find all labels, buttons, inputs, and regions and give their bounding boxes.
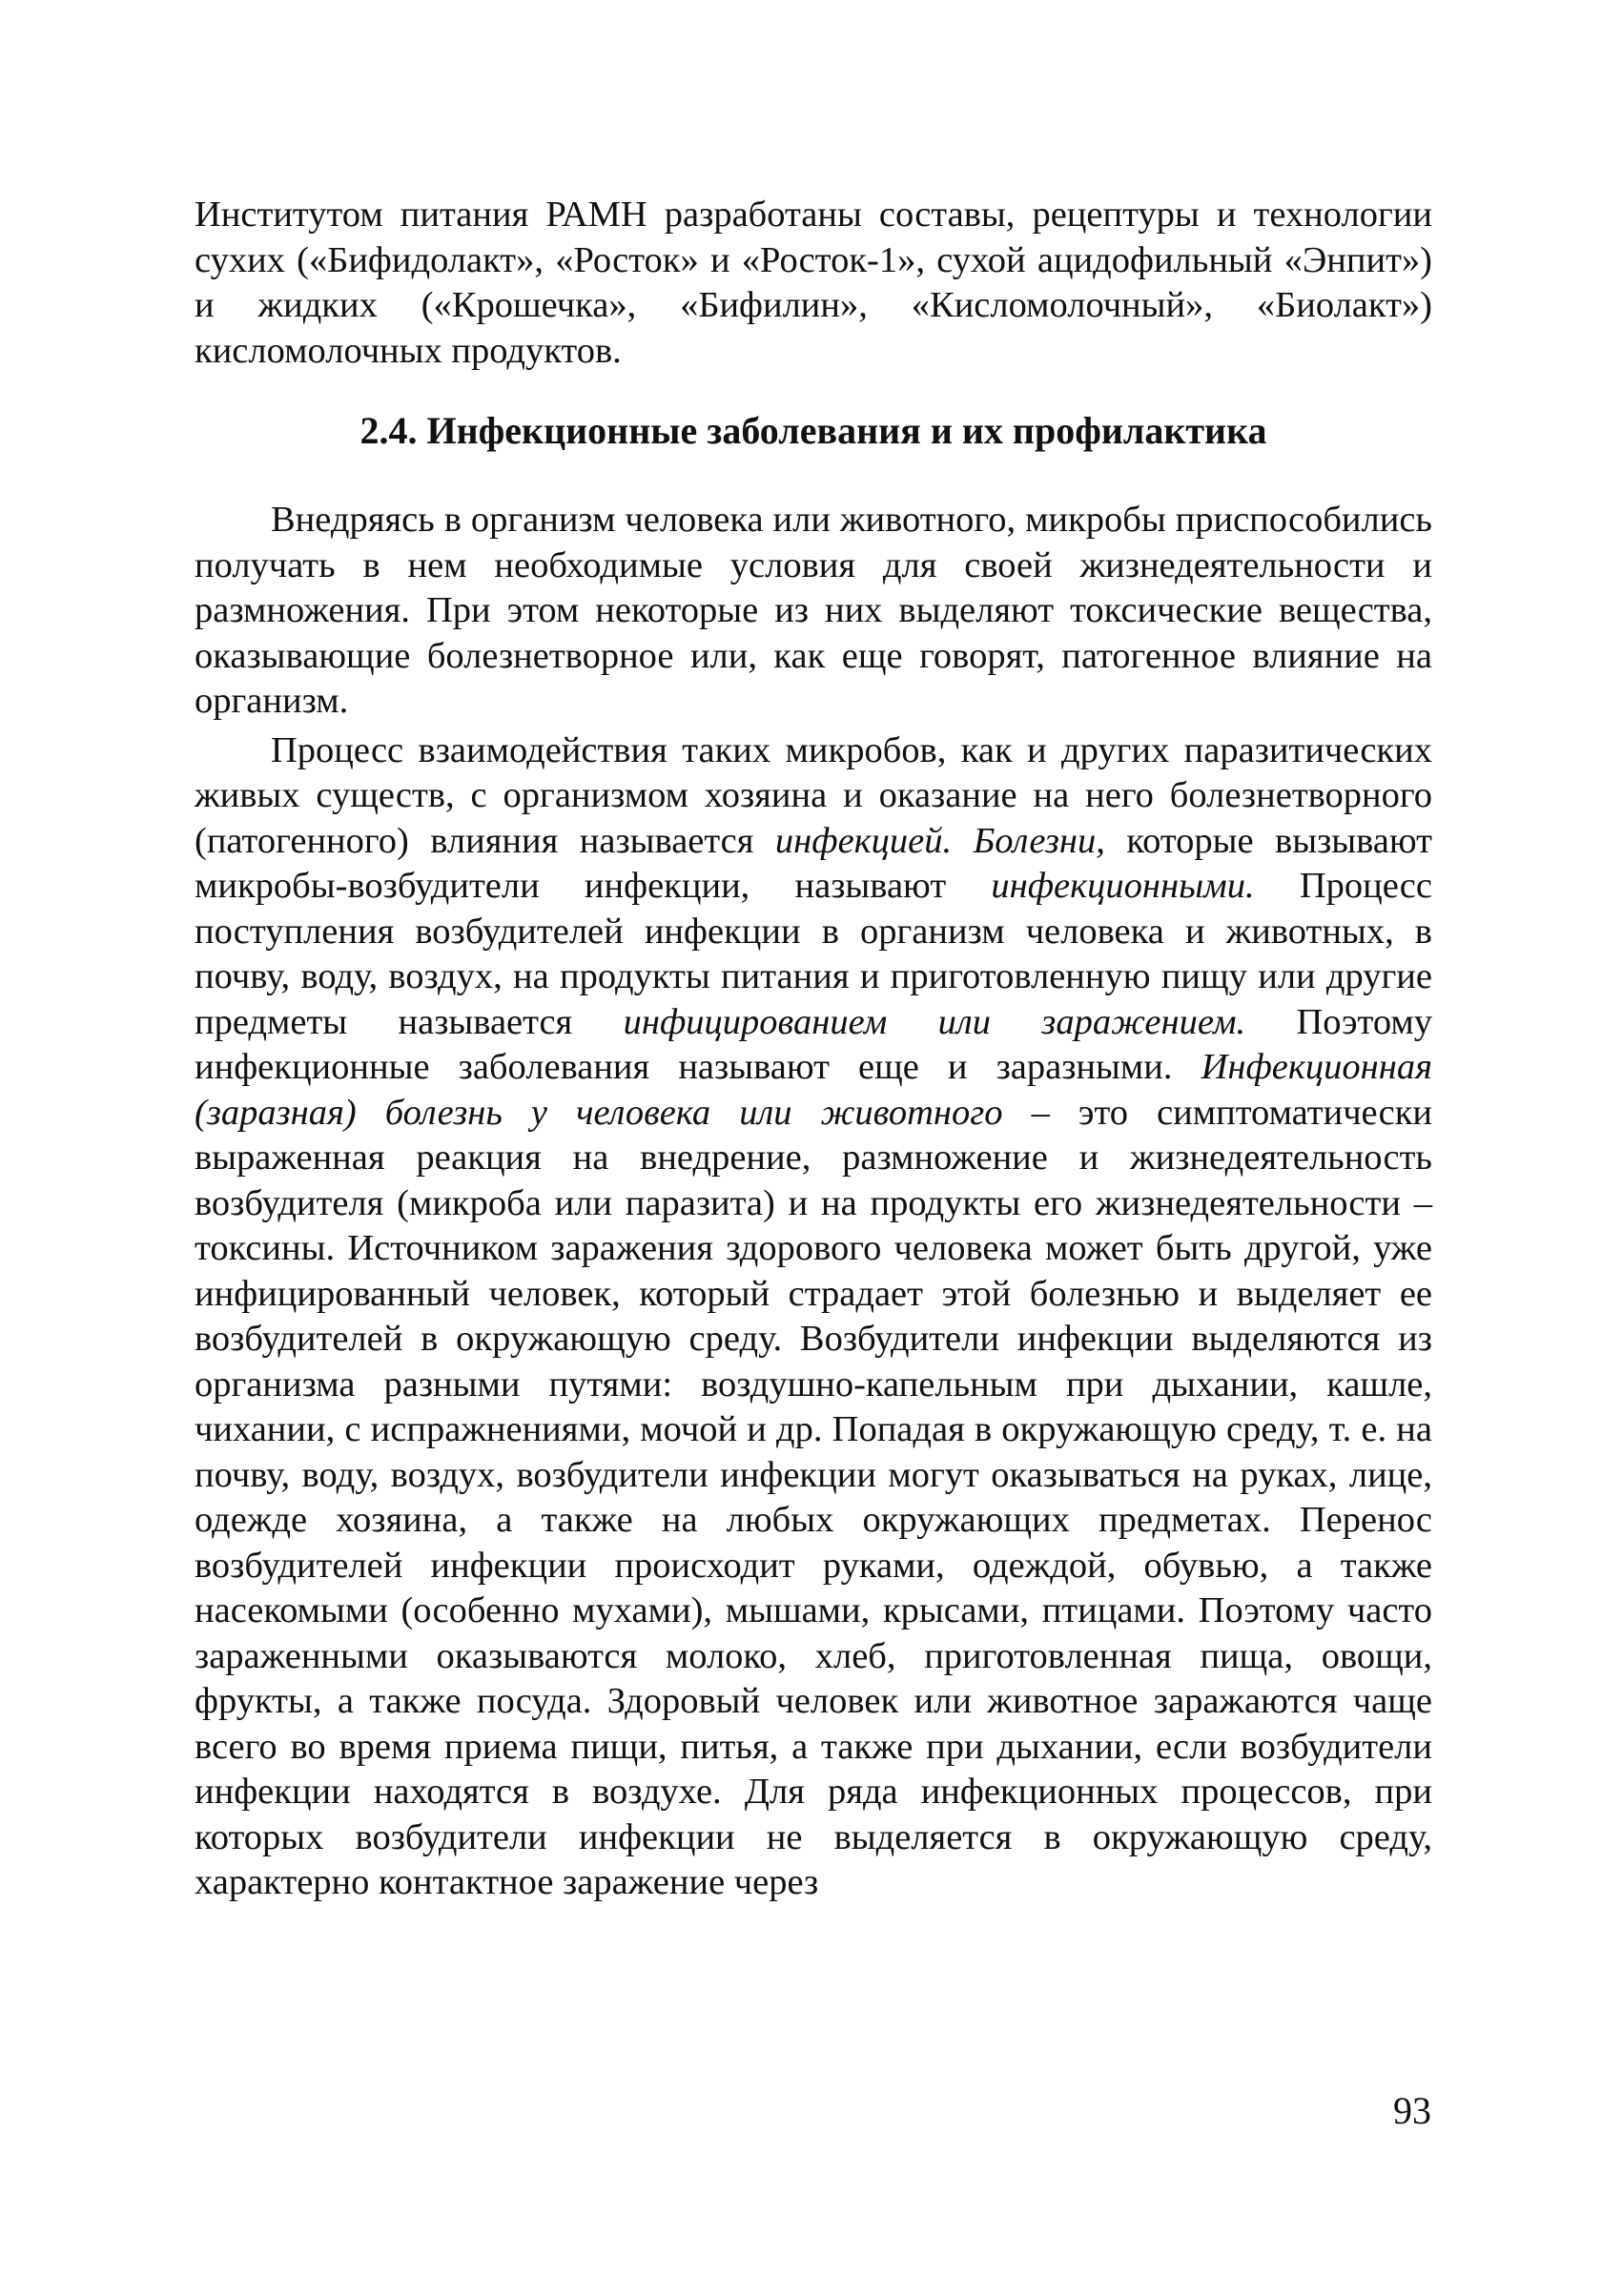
paragraph-1: Внедряясь в организм человека или животного, микробы приспособились получать в нем необходимые условия для своей жизнедеятельности и размножения. При этом некоторые из них выделяют токсические вещества, оказывающие болезнетворное или, как еще говорят, патогенное влияние на организм. (195, 500, 1432, 721)
paragraph-2-part-3: Процесс поступления возбудителей инфекции в организм человека и животных, в почву, воду, воздух, на продукты питания и приготовленную пищу или другие предметы называется (195, 866, 1432, 1042)
term-infectious: инфекционными. (991, 866, 1255, 906)
page-number: 93 (1393, 2089, 1431, 2132)
paragraph-2-part-4: Поэтому инфекционные заболевания называют еще и заразными. (195, 1001, 1432, 1087)
term-contamination: инфицированием или заражением. (623, 1001, 1246, 1042)
term-infection: инфекцией. Болезни, (774, 820, 1105, 861)
intro-text: Институтом питания РАМН разработаны составы, рецептуры и технологии сухих («Бифидолакт», «Росток» и «Росток-1», сухой ацидофильный «Энпит») и жидких («Крошечка», «Бифилин», «Кисломолочный», «Биолакт») кисломолочных продуктов. (195, 195, 1432, 371)
term-disease-definition: Инфекционная (заразная) болезнь у человека или животного (195, 1047, 1432, 1133)
paragraph-2-part-5: – это симптоматически выраженная реакция на внедрение, размножение и жизнедеятельность возбудителя (микроба или паразита) и на продукты его жизнедеятельности – токсины. Источником заражения здорового человека может быть другой, уже инфицированный человек, который страдает этой болезнью и выделяет ее возбудителей в окружающую среду. Возбудители инфекции выделяются из организма разными путями: воздушно-капельным при дыхании, кашле, чихании, с испражнениями, мочой и др. Попадая в окружающую среду, т. е. на почву, воду, воздух, возбудители инфекции могут оказываться на руках, лице, одежде хозяина, а также на любых окружающих предметах. Перенос возбудителей инфекции происходит руками, одеждой, обувью, а также насекомыми (особенно мухами), мышами, крысами, птицами. Поэтому часто зараженными оказываются молоко, хлеб, приготовленная пища, овощи, фрукты, а также посуда. Здоровый человек или животное заражаются чаще всего во время приема пищи, питья, а также при дыхании, если возбудители инфекции находятся в воздухе. Для ряда инфекционных процессов, при которых возбудители инфекции не выделяется в окружающую среду, характерно контактное заражение через (195, 1092, 1433, 1902)
paragraph-2 (195, 728, 1432, 1906)
paragraph-2-part-1: Процесс взаимодействия таких микробов, как и других паразитических живых существ, с организмом хозяина и оказание на него болезнетворного (патогенного) влияния называется (195, 729, 1432, 861)
paragraph-2-part-2: которые вызывают микробы-возбудители инфекции, называют (195, 820, 1432, 906)
intro-paragraph (195, 193, 1432, 374)
section-body (195, 498, 1432, 1906)
section-title: 2.4. Инфекционные заболевания и их профилактика (359, 409, 1267, 452)
